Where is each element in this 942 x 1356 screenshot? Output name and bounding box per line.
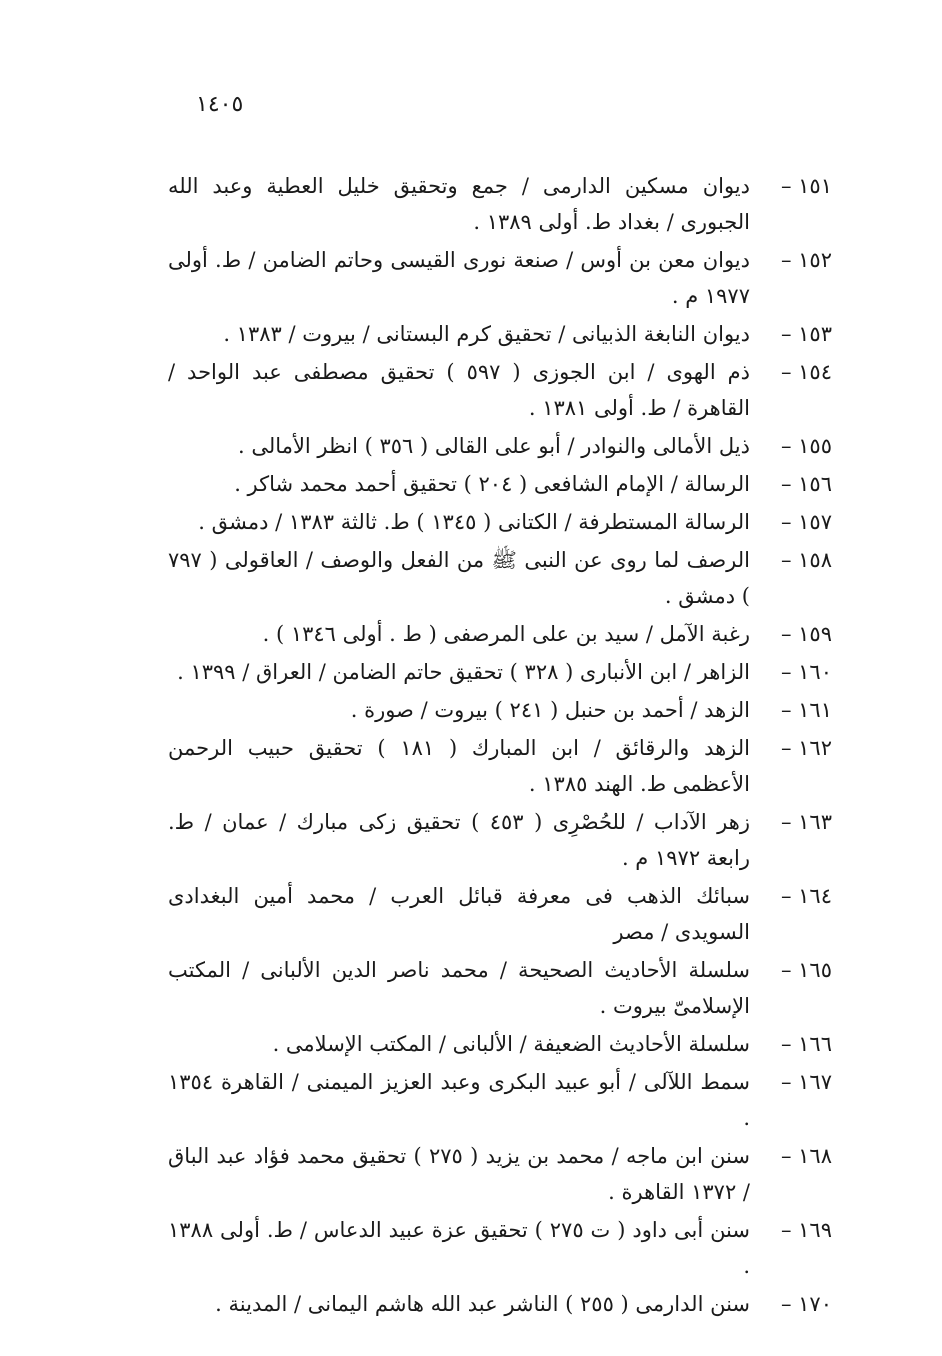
entry-text: ذيل الأمالى والنوادر / أبو على القالى ( ٣٥٦ ) انظر الأمالى .: [238, 434, 750, 458]
entry-number: ١٥٧ –: [780, 510, 832, 534]
bibliography-entry: [168, 354, 832, 426]
entry-text: رغبة الآمل / سيد بن على المرصفى ( ط . أولى ١٣٤٦ ) .: [262, 622, 750, 646]
entry-number: ١٥٤ –: [780, 360, 832, 384]
entry-text: ذم الهوى / ابن الجوزى ( ٥٩٧ ) تحقيق مصطفى عبد الواحد / القاهرة / ط. أولى ١٣٨١ .: [168, 360, 750, 420]
entry-text: الرسالة المستطرفة / الكتانى ( ١٣٤٥ ) ط. ثالثة ١٣٨٣ / دمشق .: [198, 510, 750, 534]
bibliography-entry: [168, 654, 832, 690]
entry-number: ١٦٨ –: [780, 1144, 832, 1168]
entry-number: ١٦١ –: [780, 698, 832, 722]
entry-text: ديوان معن بن أوس / صنعة نورى القيسى وحاتم الضامن / ط. أولى ١٩٧٧ م .: [168, 248, 750, 308]
entry-number: ١٦٩ –: [780, 1218, 832, 1242]
entry-number: ١٥٩ –: [780, 622, 832, 646]
bibliography-entry: [168, 878, 832, 950]
entry-number: ١٦٦ –: [780, 1032, 832, 1056]
entry-number: ١٥١ –: [780, 174, 832, 198]
bibliography-entry: [168, 542, 832, 614]
entry-text: الزهد والرقائق / ابن المبارك ( ١٨١ ) تحقيق حبيب الرحمن الأعظمى ط. الهند ١٣٨٥ .: [168, 736, 750, 796]
entry-number: ١٥٦ –: [780, 472, 832, 496]
entry-text: سلسلة الأحاديث الضعيفة / الألبانى / المكتب الإسلامى .: [272, 1032, 750, 1056]
entry-text: ديوان النابغة الذبيانى / تحقيق كرم البستانى / بيروت / ١٣٨٣ .: [223, 322, 750, 346]
entry-text: سلسلة الأحاديث الصحيحة / محمد ناصر الدين الألبانى / المكتب الإسلامىّ بيروت .: [168, 958, 750, 1018]
entry-text: الزاهر / ابن الأنبارى ( ٣٢٨ ) تحقيق حاتم الضامن / العراق / ١٣٩٩ .: [177, 660, 750, 684]
entry-number: ١٦٣ –: [780, 810, 832, 834]
bibliography-entry: [168, 428, 832, 464]
entry-number: ١٦٠ –: [780, 660, 832, 684]
entry-text: زهر الآداب / للحُصْرِى ( ٤٥٣ ) تحقيق زكى مبارك / عمان / ط. رابعة ١٩٧٢ م .: [168, 810, 750, 870]
entry-text: سبائك الذهب فى معرفة قبائل العرب / محمد أمين البغدادى السويدى / مصر: [168, 884, 750, 944]
bibliography-entry: [168, 1064, 832, 1136]
bibliography-entry: [168, 1138, 832, 1210]
bibliography-entry: [168, 316, 832, 352]
entry-number: ١٦٢ –: [780, 736, 832, 760]
bibliography-entry: [168, 692, 832, 728]
entry-text: الرسالة / الإمام الشافعى ( ٢٠٤ ) تحقيق أحمد محمد شاكر .: [234, 472, 750, 496]
bibliography-entry: [168, 1286, 832, 1322]
entry-text: الزهد / أحمد بن حنبل ( ٢٤١ ) بيروت / صورة .: [350, 698, 750, 722]
entry-text: سمط اللآلى / أبو عبيد البكرى وعبد العزيز الميمنى / القاهرة ١٣٥٤ .: [168, 1070, 750, 1130]
page-number: ١٤٠٥: [196, 92, 244, 117]
entry-number: ١٥٢ –: [780, 248, 832, 272]
entry-text: سنن الدارمى ( ٢٥٥ ) الناشر عبد الله هاشم اليمانى / المدينة .: [215, 1292, 750, 1316]
bibliography-entry: [168, 242, 832, 314]
bibliography-entry: [168, 1026, 832, 1062]
entry-number: ١٦٤ –: [780, 884, 832, 908]
bibliography-list: [168, 168, 832, 1324]
bibliography-entry: [168, 616, 832, 652]
bibliography-entry: [168, 168, 832, 240]
entry-text: الرصف لما روى عن النبى ﷺ من الفعل والوصف / العاقولى ( ٧٩٧ ) دمشق .: [168, 548, 750, 608]
bibliography-entry: [168, 730, 832, 802]
entry-number: ١٧٠ –: [780, 1292, 832, 1316]
entry-text: ديوان مسكين الدارمى / جمع وتحقيق خليل العطية وعبد الله الجبورى / بغداد ط. أولى ١٣٨٩ .: [168, 174, 750, 234]
entry-number: ١٦٧ –: [780, 1070, 832, 1094]
entry-number: ١٥٨ –: [780, 548, 832, 572]
bibliography-entry: [168, 466, 832, 502]
entry-number: ١٥٥ –: [780, 434, 832, 458]
bibliography-entry: [168, 804, 832, 876]
entry-text: سنن ابن ماجه / محمد بن يزيد ( ٢٧٥ ) تحقيق محمد فؤاد عبد الباق / ١٣٧٢ القاهرة .: [168, 1144, 750, 1204]
entry-text: سنن أبى داود ( ت ٢٧٥ ) تحقيق عزة عبيد الدعاس / ط. أولى ١٣٨٨ .: [168, 1218, 750, 1278]
entry-number: ١٥٣ –: [780, 322, 832, 346]
bibliography-entry: [168, 504, 832, 540]
bibliography-entry: [168, 952, 832, 1024]
bibliography-entry: [168, 1212, 832, 1284]
entry-number: ١٦٥ –: [780, 958, 832, 982]
